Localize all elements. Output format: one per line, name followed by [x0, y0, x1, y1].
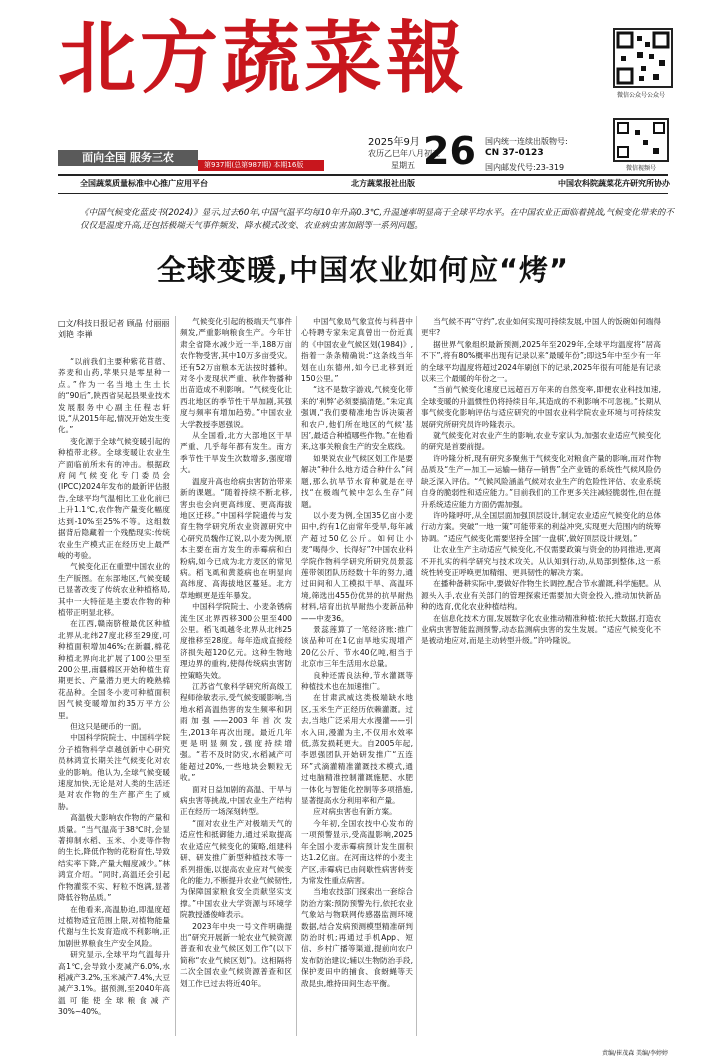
article-paragraph: 让农业生产主动适应气候变化,不仅需要政策与资金的协同推进,更离不开扎实的科学研究与技术攻关。从认知到行动,从局部到整体,这一系统性转变正呼唤更加精细、更具韧性的解决方案。 — [421, 545, 661, 577]
issue-line: 第937期(总第987期) 本期16版 — [198, 160, 324, 171]
postal-code: 国内邮发代号:23-319 — [485, 163, 565, 172]
organizer: 全国蔬菜质量标准中心推广应用平台 — [80, 179, 208, 188]
article-paragraph: 如果说农业气候区划工作是要解决“种什么地方适合种什么”问题,那么抗旱节水育种就是在寻找“在极端气候中怎么生存”问题。 — [301, 453, 413, 509]
masthead — [0, 0, 708, 190]
headline: 全球变暖,中国农业如何应“烤” — [156, 253, 570, 287]
article-column-3 — [301, 316, 413, 989]
article-paragraph: 中国科学院院士、小麦条锈病流生区北界西移300公里至400公里。稻飞虱越冬北界从北纬25度推移至28度。每年造成直接经济损失超120亿元。这种生物地理边界的重构,使得传统病虫害防控策略失效。 — [180, 602, 292, 680]
article-paragraph: 江苏省气象科学研究所高级工程师徐敏表示,受气候变暖影响,当地水稻高温热害的发生频率和阴雨加强——2003年首次发生,2013年再次出现。最近几年更是明显频发,强度持续增强。“若不及时防灾,水稻减产可能超过20%,一些地块会颗粒无收。” — [180, 682, 292, 783]
newspaper-title: 北方蔬菜報 — [58, 13, 469, 104]
article-column-1 — [58, 356, 170, 1018]
article-paragraph: 景蕊莲算了一笔经济账:推广该品种可在1亿亩旱地实现增产20亿公斤、节水40亿吨,相当于北京市三年生活用水总量。 — [301, 624, 413, 669]
column-divider — [416, 316, 417, 1036]
article-paragraph: 在他看来,高温胁迫,即温度超过植物适宜范围上限,对植物能量代谢与生长发育造成不利影响,正加剧世界粮食生产安全风险。 — [58, 904, 170, 948]
article-paragraph: 当地农技部门探索出一套综合防治方案:预防预警先行,依托农业气象站与物联网传感器监测环境数据,结合发病预测模型精准研判防治时机;再通过手机App、短信、乡村广播等渠道,提前向农户发布防治建议;辅以生物防治手段,保护麦田中的捕食、食蚜蝇等天敌昆虫,维持田间生态平衡。 — [301, 887, 413, 988]
article-column-4 — [421, 316, 661, 647]
article-paragraph: “当前气候变化速度已远超百万年来的自然变率,即便农业科技加速,全球变暖的升温惯性仍将持续目年,其造成的不利影响不可忽视。”长期从事气候变化影响评估与适应研究的中国农业科学院农业环境与可持续发展研究所研究员许吟隆表示。 — [421, 385, 661, 429]
article-paragraph: 当气候不再“守约”,农业如何实现可持续发展,中国人的饭碗如何端得更牢? — [421, 317, 661, 338]
article-paragraph: 就气候变化对农业产生的影响,农业专家认为,加强农业适应气候变化的研究是首要前提。 — [421, 431, 661, 452]
divider — [58, 174, 668, 176]
article-paragraph: “以前我们主要种紫花苜蓿、荞麦和山药,苹果只是零星种一点。”作为一名当地土生土长的“90后”,陕西省吴起县果业技术发展服务中心副主任程志轩说,“从2015年起,情况开始发生变化。” — [58, 357, 170, 435]
column-divider — [296, 316, 297, 1036]
article-paragraph: 在信息化技术方面,发展数字化农业推动精准种植:依托大数据,打造农业病虫害智能监测预警,动态监测病虫害的发生发展。“适应气候变化不是被动地应对,而是主动转型升级。”许吟隆说。 — [421, 613, 661, 646]
article-paragraph: 变化源于全球气候变暖引起的种植带北移。全球变暖让农业生产面临前所未有的冲击。根据政府间气候变化专门委员会(IPCC)2024年发布的最新评估报告,全球平均气温相比工业化前已上升1.1℃,农作物产量变化幅度达到-10%至25%不等。这组数据背后隐藏着一个残酷现实:传统农业生产模式正在经历史上最严峻的考验。 — [58, 436, 170, 560]
cn-label: 国内统一连续出版物号: — [485, 137, 568, 146]
cn-number: CN 37-0123 — [485, 148, 544, 158]
article-paragraph: 研究显示,全球平均气温每升高1℃,会导致小麦减产6.0%,水稻减产3.2%,玉米减产7.4%,大豆减产3.1%。据预测,至2040年高温可能使全球粮食减产30%~40%。 — [58, 950, 170, 1017]
byline: □文/科技日报记者 顾晶 付丽丽 刘艳 李禅 — [58, 319, 170, 339]
lead-paragraph: 《中国气候变化蓝皮书(2024)》显示,过去60年,中国气温平均每10年升高0.3℃,升温速率明显高于全球平均水平。在中国农业正面临着挑战,气候变化带来的不仅仅是温度升高,还包括极端天气事件频发、降水模式改变、农业病虫害加剧等一系列问题。 — [80, 208, 674, 231]
article-paragraph: 应对病虫害也有新方案。 — [313, 807, 397, 817]
divider — [58, 193, 668, 194]
footer-credits: 责编/崔茂森 美编/李婷婷 — [602, 1050, 668, 1057]
article-paragraph: 高温极大影响农作物的产量和质量。“当气温高于38℃时,会显著抑制水稻、玉米、小麦等作物的生长,降低作物的花粉育性,导致结实率下降,产量大幅度减少。”林鸿宣介绍。“同时,高温还会引起作物灌浆不实、籽粒不饱满,显著降低谷物品质。” — [58, 813, 170, 903]
weekday: 星期五 — [391, 161, 415, 170]
article-paragraph: 面对日益加剧的高温、干旱与病虫害等挑战,中国农业生产结构正在经历一场深刻转型。 — [180, 784, 292, 817]
article-paragraph: 但这只是硬币的一面。 — [70, 722, 147, 731]
article-paragraph: 气候变化引起的极端天气事件频发,严重影响粮食生产。今年甘肃全省降水减少近一半,188万亩农作物受害,其中10万多亩受灾。还有52万亩粮本无法按时播种。对冬小麦现状严重、秋作物播种出苗造成不利影响。“气候变化让西北地区的季节性干旱加剧,其强度与频率有增加趋势。”中国农业大学教授李恩强说。 — [180, 317, 292, 429]
article-paragraph: 今年初,全国农技中心发布的一项预警显示,受高温影响,2025年全国小麦赤霉病预计发生面积达1.2亿亩。在河南这样的小麦主产区,赤霉病已由间歇性病害转变为常发性重点病害。 — [301, 818, 413, 885]
article-paragraph: 2023年中央一号文件明确提出“研究开展新一轮农业气候资源普查和农业气候区划工作”(以下简称“农业气候区划”)。这相隔将二次全国农业气候资源普查和区划工作已过去将近40年。 — [180, 921, 292, 988]
organizer: 北方蔬菜报社出版 — [351, 179, 415, 188]
organizers — [80, 178, 670, 189]
article-paragraph: 良种还需良法种,节水灌溉等种植技术也在加速推广。 — [301, 670, 413, 691]
qr-code-icon[interactable] — [613, 118, 669, 162]
slogan: 面向全国 服务三农 — [58, 150, 198, 166]
date: 2025年9月 — [368, 137, 420, 148]
day-number: 26 — [423, 129, 476, 173]
article-paragraph: 在江西,赣南脐橙最优区种植北界从北纬27度北移至29度,可种植面积增加46%;在新疆,棉花种植北界向北扩展了100公里至200公里,南疆棉区开始种植生育期更长、产量潜力更大的晚熟棉花品种。全国冬小麦可种植面积因气候变暖增加约35万平方公里。 — [58, 619, 170, 720]
article-paragraph: 许吟隆分析,现有研究多聚焦于气候变化对粮食产量的影响,而对作物品质及“生产—加工—运输—储存—销售”全产业链的系统性气候风险仍缺乏深入评估。“气候风险涵盖气候对农业生产的危险性评估、农业系统自身的脆弱性和适应能力。”目前我们的工作更多关注减轻脆弱性,但在提升系统适应能力方面仍需加强。 — [421, 453, 661, 509]
article-paragraph: 气候变化正在重塑中国农业的生产版图。在东部地区,气候变暖已显著改变了传统农业种植格局,其中一大特征是主要农作物的种植带正明显北移。 — [58, 562, 170, 617]
article-paragraph: 许吟隆呼吁,从全国层面加强顶层设计,制定农业适应气候变化的总体行动方案。突破“一地一策”可能带来的利益冲突,实现更大范围内的统筹协调。“适应气候变化需要坚持全国‘一盘棋’,做好顶层设计规划。” — [421, 510, 661, 543]
article-paragraph: “这不是数字游戏,气候变化带来的‘利弊’必须要搞清楚。”朱定真强调,“我们要精准地告诉决策者和农户,他们所在地区的气候‘基因’,最适合种植哪些作物。”在他看来,这事关粮食生产的安全底线。 — [301, 385, 413, 452]
organizer: 中国农科院蔬菜花卉研究所协办 — [558, 179, 670, 188]
column-divider — [175, 316, 176, 1036]
article-column-2 — [180, 316, 292, 989]
article-paragraph: 中国气象局气象宣传与科普中心特聘专家朱定真曾出一份近真的《中国农业气候区划(1984)》,指着一条条精确说:“这条线当年划在山东德州,如今已北移到近150公里。” — [301, 317, 413, 384]
qr-code-icon[interactable] — [613, 28, 673, 88]
article-paragraph: 温度升高也给病虫害防治带来新的课题。“随着持续不断北移,害虫也会向更高纬度、更高海拔地区迁移。”中国科学院遗传与发育生物学研究所农业资源研究中心研究员魏作辽说,以小麦为例,原本主要在南方发生的赤霉病和白粉病,如今已成为北方麦区的常见病。稻飞虱和黄菱病也在明显向高纬度、高海拔地区蔓延。北方草地螟更是连年暴发。 — [180, 476, 292, 600]
article-paragraph: 以小麦为例,全国35亿亩小麦田中,约有1亿亩常年受旱,每年减产超过50亿公斤。如何让小麦“喝得少、长得好”?中国农业科学院作物科学研究所研究员景蕊莲带领团队历经数十年的努力,通过田间和人工模拟干旱、高温环境,筛选出455份优异的抗旱耐热材料,培育出抗旱耐热小麦新品种——中麦36。 — [301, 510, 413, 623]
article-paragraph: “面对农业生产对极端天气的适应性和抵御能力,通过采取提高农业适应气候变化的策略,组建科研、研发推广新型种植技术等一系列措施,以提高农业应对气候变化的能力,不断提升农业气候韧性,为保障国家粮食安全贡献坚实支撑。”中国农业大学资源与环境学院教授潘俊峰表示。 — [180, 818, 292, 920]
article-paragraph: 在播种备耕实际中,要做好作物生长调控,配合节水灌溉,科学施肥。从源头入手,农业有关部门的管理探索还需要加大资金投入,推动加快新品种的选育,优化农业种植结构。 — [421, 579, 661, 612]
lunar-date: 农历乙巳年八月初五 — [368, 149, 440, 158]
qr-caption-1: 微信公众号公众号 — [616, 92, 665, 99]
article-paragraph: 从全国看,北方大部地区干旱严重、几乎每年都有发生。南方季节性干旱发生次数增多,强度增大。 — [180, 431, 292, 475]
article-paragraph: 在甘肃武威这类极端缺水地区,玉米生产正经历依赖灌溉。过去,当地广泛采用大水漫灌——引水入田,漫灌为主,不仅用水效率低,蒸发损耗更大。自2005年起,李恩强团队开始研发推广“五连环”式滴灌精准灌溉技术模式,通过电脑精准控制灌溉施肥、水肥一体化与智能化控制等多项措施,显著提高水分利用率和产量。 — [301, 693, 413, 806]
article-paragraph: 中国科学院院士、中国科学院分子植物科学卓越创新中心研究员林鸿宣长期关注气候变化对农业的影响。他认为,全球气候变暖速度加快,无论是对人类的生活还是对农作物的生产都产生了威胁。 — [58, 733, 170, 811]
article-paragraph: 据世界气象组织最新预测,2025年至2029年,全球平均温度将“居高不下”,将有80%概率出现有记录以来“最暖年份”;即这5年中至少有一年的全球平均温度将超过2024年刷创下的记录,2025年很有可能是有记录以来三个最暖的年份之一。 — [421, 339, 661, 384]
qr-caption-2: 微信视频号 — [625, 165, 656, 172]
